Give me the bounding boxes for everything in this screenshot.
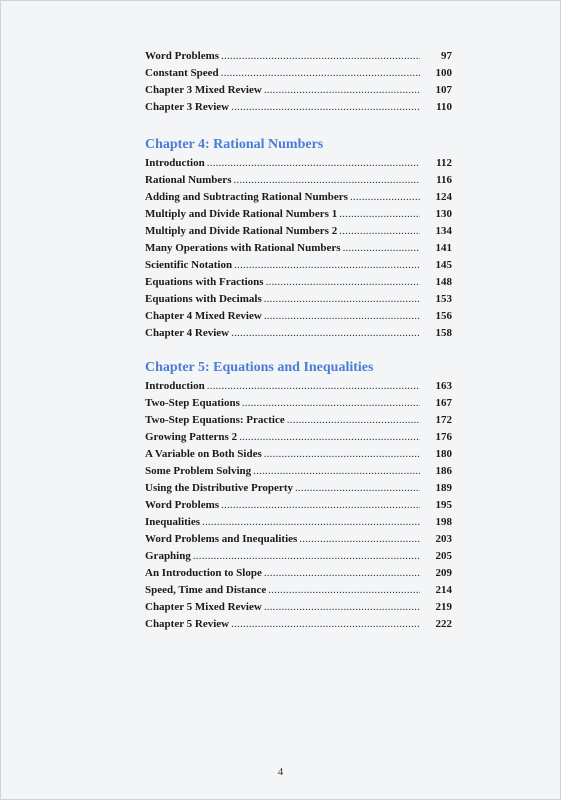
toc-section-chapter-5	[145, 378, 452, 633]
toc-entry-title: Speed, Time and Distance	[145, 584, 267, 596]
toc-entry-page: 167	[435, 397, 452, 409]
toc-leader-dots	[231, 325, 420, 342]
toc-leader-dots	[242, 395, 420, 412]
toc-entry	[145, 99, 452, 116]
toc-entry-title: An Introduction to Slope	[145, 567, 262, 579]
toc-entry	[145, 412, 452, 429]
toc-entry-page: 124	[435, 191, 452, 203]
toc-leader-dots	[231, 99, 420, 116]
toc-entry-title: Growing Patterns 2	[145, 431, 238, 443]
toc-entry	[145, 325, 452, 342]
toc-entry-page: 97	[441, 50, 452, 62]
toc-leader-dots	[343, 240, 420, 257]
toc-entry-title: Two-Step Equations: Practice	[145, 414, 285, 426]
toc-entry-title: Multiply and Divide Rational Numbers 1	[145, 208, 338, 220]
toc-entry	[145, 514, 452, 531]
toc-leader-dots	[264, 308, 420, 325]
toc-entry-page: 209	[435, 567, 452, 579]
toc-entry-title: Adding and Subtracting Rational Numbers	[145, 191, 348, 203]
toc-entry-page: 186	[435, 465, 452, 477]
toc-entry-page: 148	[435, 276, 452, 288]
toc-entry	[145, 257, 452, 274]
toc-entry-page: 141	[435, 242, 452, 254]
toc-entry-page: 195	[435, 499, 452, 511]
toc-entry-title: Constant Speed	[145, 67, 219, 79]
toc-entry	[145, 172, 452, 189]
toc-leader-dots	[231, 616, 420, 633]
toc-section-chapter-3-continued	[145, 48, 452, 116]
toc-entry	[145, 240, 452, 257]
toc-entry-page: 134	[435, 225, 452, 237]
toc-leader-dots	[339, 223, 420, 240]
toc-entry-title: Some Problem Solving	[145, 465, 252, 477]
toc-entry-title: Many Operations with Rational Numbers	[145, 242, 341, 254]
toc-entry	[145, 599, 452, 616]
toc-entry-page: 116	[436, 174, 452, 186]
toc-entry	[145, 48, 452, 65]
toc-entry	[145, 65, 452, 82]
toc-entry-title: Chapter 3 Mixed Review	[145, 84, 262, 96]
toc-entry	[145, 446, 452, 463]
toc-entry-page: 112	[436, 157, 452, 169]
toc-entry	[145, 480, 452, 497]
toc-entry-title: Chapter 3 Review	[145, 101, 230, 113]
toc-leader-dots	[295, 480, 420, 497]
chapter-5-heading: Chapter 5: Equations and Inequalities	[145, 360, 374, 375]
toc-leader-dots	[266, 274, 420, 291]
toc-leader-dots	[264, 599, 420, 616]
toc-leader-dots	[268, 582, 420, 599]
toc-entry-page: 163	[435, 380, 452, 392]
toc-entry-title: Word Problems	[145, 499, 220, 511]
toc-entry-title: Chapter 4 Mixed Review	[145, 310, 262, 322]
toc-entry-title: Inequalities	[145, 516, 201, 528]
toc-entry	[145, 616, 452, 633]
toc-entry	[145, 155, 452, 172]
toc-leader-dots	[234, 257, 420, 274]
toc-entry-page: 176	[435, 431, 452, 443]
toc-entry	[145, 223, 452, 240]
toc-entry	[145, 308, 452, 325]
toc-leader-dots	[264, 82, 420, 99]
toc-entry	[145, 206, 452, 223]
toc-entry-page: 172	[435, 414, 452, 426]
toc-entry-title: A Variable on Both Sides	[145, 448, 262, 460]
toc-entry-page: 214	[435, 584, 452, 596]
toc-leader-dots	[287, 412, 420, 429]
toc-entry-title: Two-Step Equations	[145, 397, 240, 409]
page-number: 4	[277, 766, 284, 778]
toc-leader-dots	[339, 206, 420, 223]
toc-leader-dots	[202, 514, 420, 531]
toc-leader-dots	[207, 155, 420, 172]
toc-entry-title: Multiply and Divide Rational Numbers 2	[145, 225, 338, 237]
toc-entry-page: 198	[435, 516, 452, 528]
toc-entry-page: 156	[435, 310, 452, 322]
toc-leader-dots	[221, 497, 420, 514]
toc-leader-dots	[253, 463, 420, 480]
toc-entry-page: 219	[435, 601, 452, 613]
toc-entry-page: 222	[435, 618, 452, 630]
toc-entry	[145, 565, 452, 582]
toc-entry-title: Chapter 4 Review	[145, 327, 230, 339]
toc-entry-title: Introduction	[145, 157, 205, 169]
toc-leader-dots	[221, 48, 420, 65]
toc-entry	[145, 82, 452, 99]
toc-entry	[145, 463, 452, 480]
toc-leader-dots	[350, 189, 420, 206]
toc-entry-page: 107	[435, 84, 452, 96]
toc-entry	[145, 291, 452, 308]
toc-entry-title: Introduction	[145, 380, 205, 392]
toc-entry-page: 100	[435, 67, 452, 79]
toc-entry-title: Using the Distributive Property	[145, 482, 293, 494]
toc-leader-dots	[221, 65, 420, 82]
toc-entry	[145, 429, 452, 446]
toc-entry-title: Graphing	[145, 550, 191, 562]
toc-entry	[145, 497, 452, 514]
toc-entry-page: 205	[435, 550, 452, 562]
toc-leader-dots	[233, 172, 420, 189]
toc-entry-page: 189	[435, 482, 452, 494]
toc-entry	[145, 395, 452, 412]
toc-entry	[145, 274, 452, 291]
toc-entry-title: Scientific Notation	[145, 259, 233, 271]
chapter-4-heading: Chapter 4: Rational Numbers	[145, 137, 324, 152]
toc-entry-title: Word Problems and Inequalities	[145, 533, 298, 545]
toc-entry-title: Equations with Decimals	[145, 293, 262, 305]
toc-section-chapter-4	[145, 155, 452, 342]
toc-entry-title: Chapter 5 Mixed Review	[145, 601, 262, 613]
toc-entry-title: Rational Numbers	[145, 174, 232, 186]
toc-entry-page: 158	[435, 327, 452, 339]
toc-entry	[145, 582, 452, 599]
toc-entry	[145, 531, 452, 548]
toc-leader-dots	[207, 378, 420, 395]
toc-entry-page: 110	[436, 101, 452, 113]
toc-leader-dots	[299, 531, 420, 548]
toc-leader-dots	[239, 429, 420, 446]
toc-entry-page: 203	[435, 533, 452, 545]
toc-entry-page: 145	[435, 259, 452, 271]
toc-entry-title: Chapter 5 Review	[145, 618, 230, 630]
toc-entry-title: Word Problems	[145, 50, 220, 62]
toc-entry-page: 153	[435, 293, 452, 305]
toc-entry	[145, 189, 452, 206]
toc-entry	[145, 378, 452, 395]
toc-entry-page: 130	[435, 208, 452, 220]
toc-leader-dots	[264, 565, 420, 582]
toc-entry-page: 180	[435, 448, 452, 460]
toc-leader-dots	[264, 291, 420, 308]
toc-entry-title: Equations with Fractions	[145, 276, 264, 288]
toc-leader-dots	[193, 548, 420, 565]
toc-leader-dots	[264, 446, 420, 463]
toc-entry	[145, 548, 452, 565]
